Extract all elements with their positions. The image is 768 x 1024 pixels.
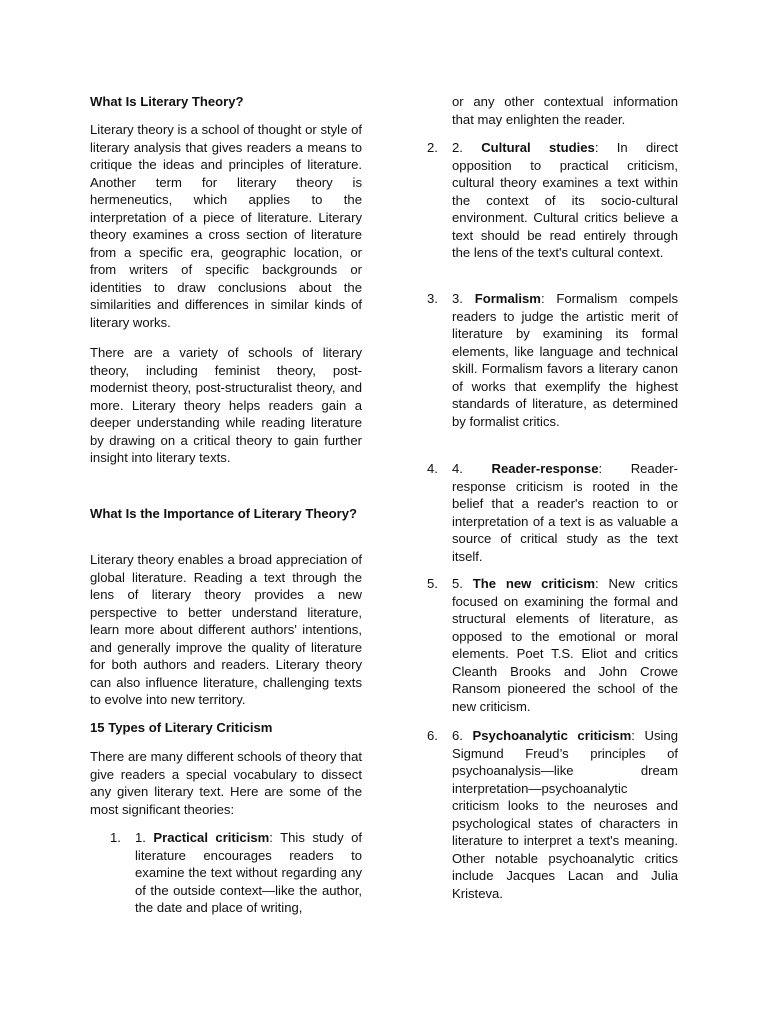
term-formalism: Formalism bbox=[474, 291, 541, 306]
list-item-continuation bbox=[427, 93, 678, 128]
paragraph-intro-theories: There are many different schools of theory that give readers a special vocabulary to dissect any given literary text. Here are some of the most significant theories: bbox=[90, 749, 362, 817]
term-reader-response: Reader-response bbox=[491, 461, 599, 476]
list-number: 4. bbox=[427, 461, 438, 476]
heading-importance: What Is the Importance of Literary Theory? bbox=[90, 506, 358, 521]
list-number: 6. bbox=[427, 728, 438, 743]
term-cultural-studies: Cultural studies bbox=[481, 140, 595, 155]
list-item-formalism bbox=[427, 290, 678, 430]
list-item-new-criticism bbox=[427, 575, 678, 715]
list-number: 3. bbox=[427, 291, 438, 306]
list-item-text: 3. Formalism: Formalism compels readers to judge the artistic merit of literature by examining its formal elements, like language and technical skill. Formalism favors a literary canon of works that exemplify the highest standards of literature, as determined by formalist critics. bbox=[452, 291, 679, 429]
term-psychoanalytic-criticism: Psychoanalytic criticism bbox=[472, 728, 632, 743]
list-number: 2. bbox=[427, 140, 438, 155]
term-new-criticism: The new criticism bbox=[472, 576, 596, 591]
term-practical-criticism: Practical criticism bbox=[153, 830, 270, 845]
list-number: 1. bbox=[110, 830, 121, 845]
paragraph-schools: There are a variety of schools of literary theory, including feminist theory, post-modernist theory, post-structuralist theory, and more. Literary theory helps readers gain a deeper understanding while reading literature by drawing on a critical theory to gain further insight into literary texts. bbox=[90, 345, 362, 465]
list-item-psychoanalytic-criticism bbox=[427, 727, 678, 902]
heading-what-is-literary-theory: What Is Literary Theory? bbox=[90, 94, 244, 109]
list-item-text: 6. Psychoanalytic criticism: Using Sigmund Freud’s principles of psychoanalysis—like dream interpretation—psychoanalytic criticism looks to the neuroses and psychological states of characters in literature to interpret a text's meaning. Other notable psychoanalytic critics include Jacques Lacan and Julia Kristeva. bbox=[452, 728, 678, 901]
heading-types-of-criticism: 15 Types of Literary Criticism bbox=[90, 720, 273, 735]
list-item-text: 2. Cultural studies: In direct opposition to practical criticism, cultural theory examines a text within the context of its socio-cultural environment. Cultural critics believe a text should be read entirely through the lens of the text's cultural context. bbox=[452, 140, 678, 260]
list-item-text: 5. The new criticism: New critics focused on examining the formal and structural elements of literature, as opposed to the emotional or moral elements. Poet T.S. Eliot and critics Cleanth Brooks and John Crowe Ransom pioneered the school of the new criticism. bbox=[452, 576, 678, 714]
list-item-text: 4. Reader-response: Reader-response criticism is rooted in the belief that a reader's reaction to or interpretation of a text is as valuable a source of critical study as the text itself. bbox=[452, 461, 678, 564]
list-item-cultural-studies bbox=[427, 139, 678, 262]
list-item-reader-response bbox=[427, 460, 678, 565]
list-item-text: 1. Practical criticism: This study of literature encourages readers to examine the text without regarding any of the outside context—like the author, the date and place of writing, bbox=[135, 830, 362, 915]
list-item-practical-criticism bbox=[110, 829, 362, 917]
continuation-text: or any other contextual information that may enlighten the reader. bbox=[452, 94, 678, 127]
paragraph-definition: Literary theory is a school of thought or style of literary analysis that gives readers a means to critique the ideas and principles of literature. Another term for literary theory is hermeneutics, which applies to the interpretation of a piece of literature. Literary theory examines a cross section of literature from a specific era, geographic location, or from writers of specific backgrounds or identities to draw conclusions about the similarities and differences in similar kinds of literary works. bbox=[90, 122, 362, 330]
paragraph-importance: Literary theory enables a broad appreciation of global literature. Reading a text through the lens of literary theory provides a new perspective to better understand literature, learn more about different authors' intentions, and generally improve the quality of literature for both authors and readers. Literary theory can also influence literature, challenging texts to evolve into new territory. bbox=[90, 552, 362, 707]
list-number: 5. bbox=[427, 576, 438, 591]
